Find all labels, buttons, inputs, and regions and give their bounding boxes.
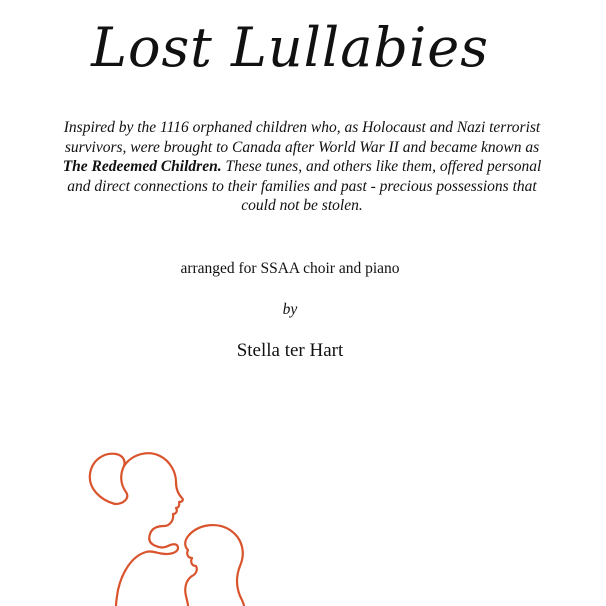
dedication-emphasis: The Redeemed Children. [62, 158, 222, 175]
mother-and-child-icon [60, 440, 280, 606]
child-face [185, 534, 197, 606]
mother-hair-detail [115, 466, 127, 504]
composer-name: Stella ter Hart [236, 340, 344, 361]
arrangement-note: arranged for SSAA choir and piano [180, 260, 400, 277]
mother-outline [90, 453, 183, 606]
dedication-text-part2: These tunes, and others like them, offered personal and direct connections to their families and past - precious possessions that could not be stolen. [67, 158, 542, 214]
dedication-text-part1: Inspired by the 1116 orphaned children who, as Holocaust and Nazi terrorist survivors, were brought to Canada after World War II and became known as [63, 119, 541, 156]
child-outline [190, 525, 244, 606]
dedication-text [60, 118, 544, 216]
by-line: by [282, 301, 298, 318]
page-title: Lost Lullabies [91, 16, 489, 79]
